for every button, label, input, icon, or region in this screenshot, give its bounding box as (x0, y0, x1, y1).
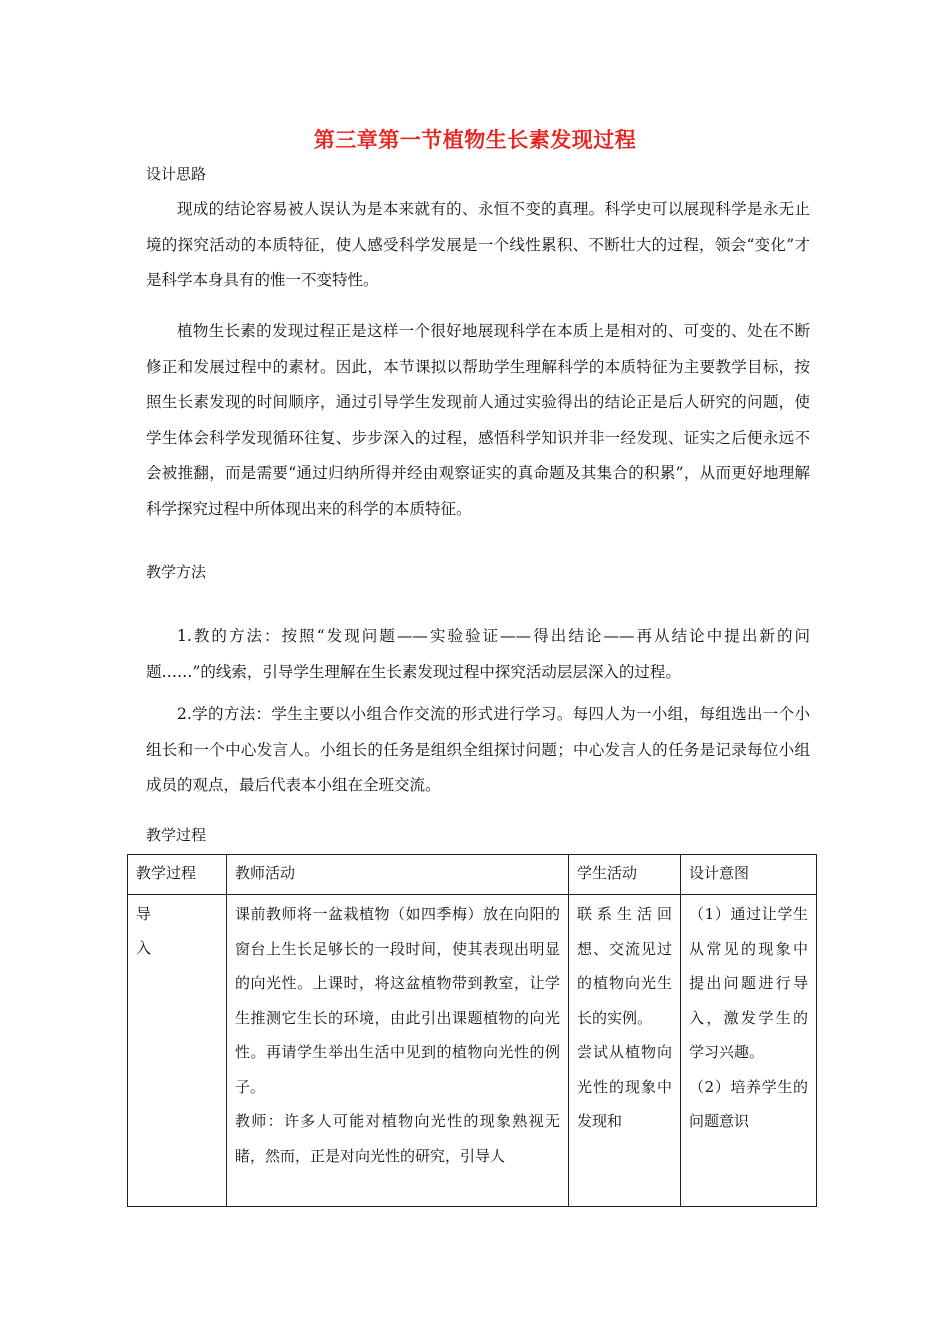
design-paragraph-1: 现成的结论容易被人误认为是本来就有的、永恒不变的真理。科学史可以展现科学是永无止境的探究活动的本质特征，使人感受科学发展是一个线性累积、不断壮大的过程，领会“变化”才是科学本身具有的惟一不变特性。 (146, 200, 810, 289)
cell-student-activity (569, 895, 681, 1207)
method-paragraph-1: 1.教的方法：按照“发现问题——实验验证——得出结论——再从结论中提出新的问题……”的线索，引导学生理解在生长素发现过程中探究活动层层深入的过程。 (146, 627, 810, 681)
document-title: 第三章第一节植物生长素发现过程 (313, 128, 637, 152)
header-stage: 教学过程 (128, 855, 227, 895)
cell-stage (128, 895, 227, 1207)
table-header-row (128, 855, 817, 895)
cell-design-intent (681, 895, 817, 1207)
lesson-table (127, 854, 817, 1207)
design-paragraph-2: 植物生长素的发现过程正是这样一个很好地展现科学在本质上是相对的、可变的、处在不断修正和发展过程中的素材。因此，本节课拟以帮助学生理解科学的本质特征为主要教学目标，按照生长素发现的时间顺序，通过引导学生发现前人通过实验得出的结论正是后人研究的问题，使学生体会科学发现循环往复、步步深入的过程，感悟科学知识并非一经发现、证实之后便永远不会被推翻，而是需要“通过归纳所得并经由观察证实的真命题及其集合的积累”，从而更好地理解科学探究过程中所体现出来的科学的本质特征。 (146, 322, 810, 518)
stage-text: 导 入 (136, 905, 152, 957)
header-student-activity: 学生活动 (569, 855, 681, 895)
design-heading: 设计思路 (146, 165, 207, 183)
design-intent-text: （1）通过让学生从常见的现象中提出问题进行导入，激发学生的学习兴趣。 （2）培养学生的问题意识 (689, 905, 808, 1130)
method-heading: 教学方法 (146, 563, 207, 581)
teacher-activity-text: 课前教师将一盆栽植物（如四季梅）放在向阳的窗台上生长足够长的一段时间，使其表现出明显的向光性。上课时，将这盆植物带到教室，让学生推测它生长的环境，由此引出课题植物的向光性。再请学生举出生活中见到的植物向光性的例子。 教师：许多人可能对植物向光性的现象熟视无睹，然而，正是对向光性的研究，引导人 (235, 905, 560, 1165)
student-activity-text: 联系生活回想、交流见过的植物向光生长的实例。 尝试从植物向光性的现象中发现和 (577, 905, 672, 1130)
cell-teacher-activity (227, 895, 569, 1207)
method-paragraph-2: 2.学的方法：学生主要以小组合作交流的形式进行学习。每四人为一小组，每组选出一个小组长和一个中心发言人。小组长的任务是组织全组探讨问题；中心发言人的任务是记录每位小组成员的观点，最后代表本小组在全班交流。 (146, 705, 810, 794)
header-teacher-activity: 教师活动 (227, 855, 569, 895)
process-heading: 教学过程 (146, 826, 207, 844)
header-design-intent: 设计意图 (681, 855, 817, 895)
table-row (128, 895, 817, 1207)
